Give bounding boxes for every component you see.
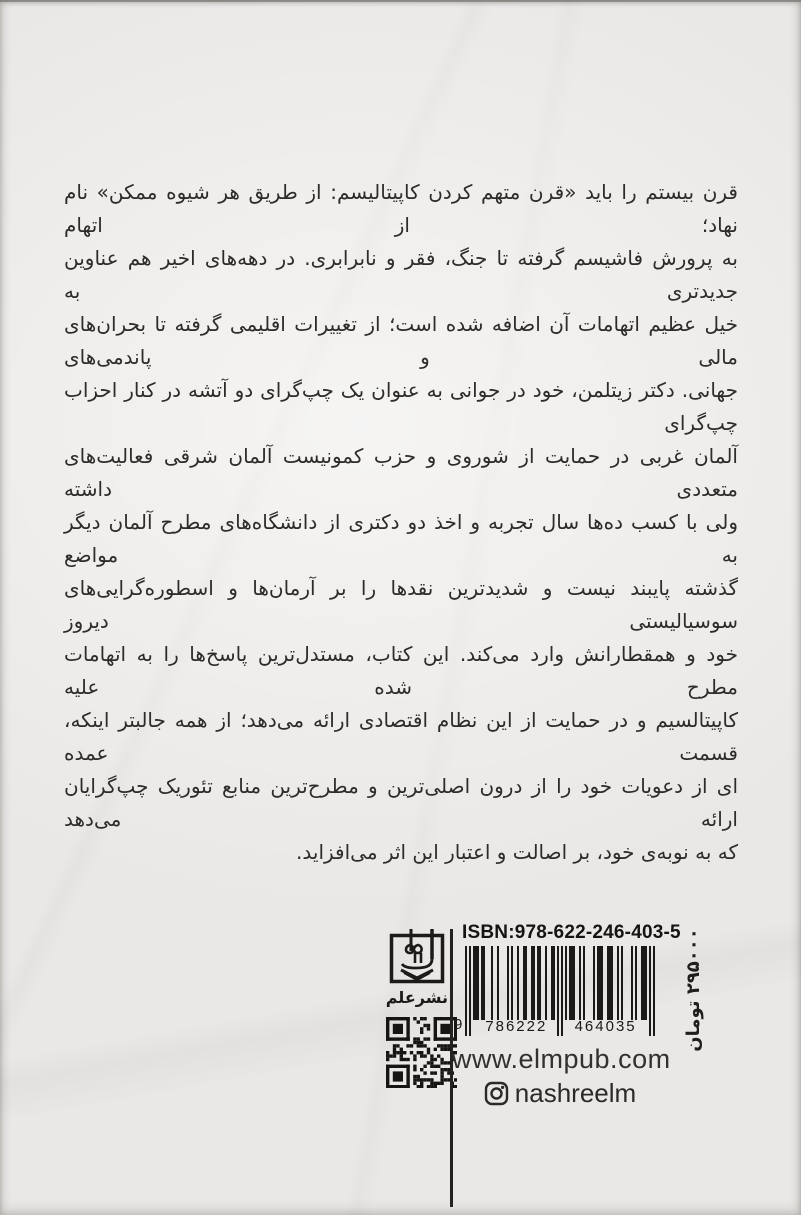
text-line: آلمان غربی در حمایت از شوروی و حزب کمونیست آلمان شرقی فعالیت‌های متعددی داشته [64,444,738,501]
text-line: خیل عظیم اتهامات آن اضافه شده است؛ از تغییرات اقلیمی گرفته تا بحران‌های مالی و پاندمی‌های [64,312,738,369]
text-line: جهانی. دکتر زیتلمن، خود در جوانی به عنوان یک چپ‌گرای دو آتشه در کنار احزاب چپ‌گرای [64,378,738,435]
text-line: که به نوبه‌ی خود، بر اصالت و اعتبار این اثر می‌افزاید. [296,840,738,864]
barcode-digits-right: 464035 [574,1018,637,1035]
instagram-handle: nashreelm [514,1078,637,1108]
barcode-digit-first: 9 [454,1016,463,1033]
barcode-digits-left: 786222 [485,1018,548,1035]
publisher-name: نشرعلم [385,988,448,1007]
qr-code [386,1017,448,1092]
text-line: گذشته پایبند نیست و شدیدترین نقدها را بر آرمان‌ها و اسطوره‌گرایی‌های سوسیالیستی دیروز [64,576,738,633]
instagram-icon [484,1081,509,1106]
nashr-e-elm-logo-icon [388,928,446,988]
text-line: کاپیتالسیم و در حمایت از این نظام اقتصادی ارائه می‌دهد؛ از همه جالبتر اینکه، قسمت عمده [64,708,738,765]
isbn-label: ISBN:978-622-246-403-5 [462,922,681,943]
ean13-barcode [454,946,655,1048]
price-label: ۲۹۵۰۰۰ تومان [683,928,704,1052]
text-line: خود و همقطارانش وارد می‌کند. این کتاب، مستدل‌ترین پاسخ‌ها را به اتهامات مطرح شده علیه [64,642,738,699]
publisher-block [386,928,448,1092]
text-line: قرن بیستم را باید «قرن متهم کردن کاپیتالیسم: از طریق هر شیوه ممکن» نام نهاد؛ از اتهام [64,180,738,237]
text-line: ای از دعویات خود را از درون اصلی‌ترین و مطرح‌ترین منابع تئوریک چپ‌گرایان ارائه می‌دهد [64,774,738,831]
text-line: به پرورش فاشیسم گرفته تا جنگ، فقر و نابرابری. در دهه‌های اخیر هم عناوین جدیدتری به [64,246,738,303]
text-line: ولی با کسب ده‌ها سال تجربه و اخذ دو دکتری از دانشگاه‌های مطرح آلمان دیگر به مواضع [64,510,738,567]
back-cover-text [64,176,738,869]
instagram-row [452,1078,668,1109]
publisher-website: www.elmpub.com [452,1044,671,1074]
